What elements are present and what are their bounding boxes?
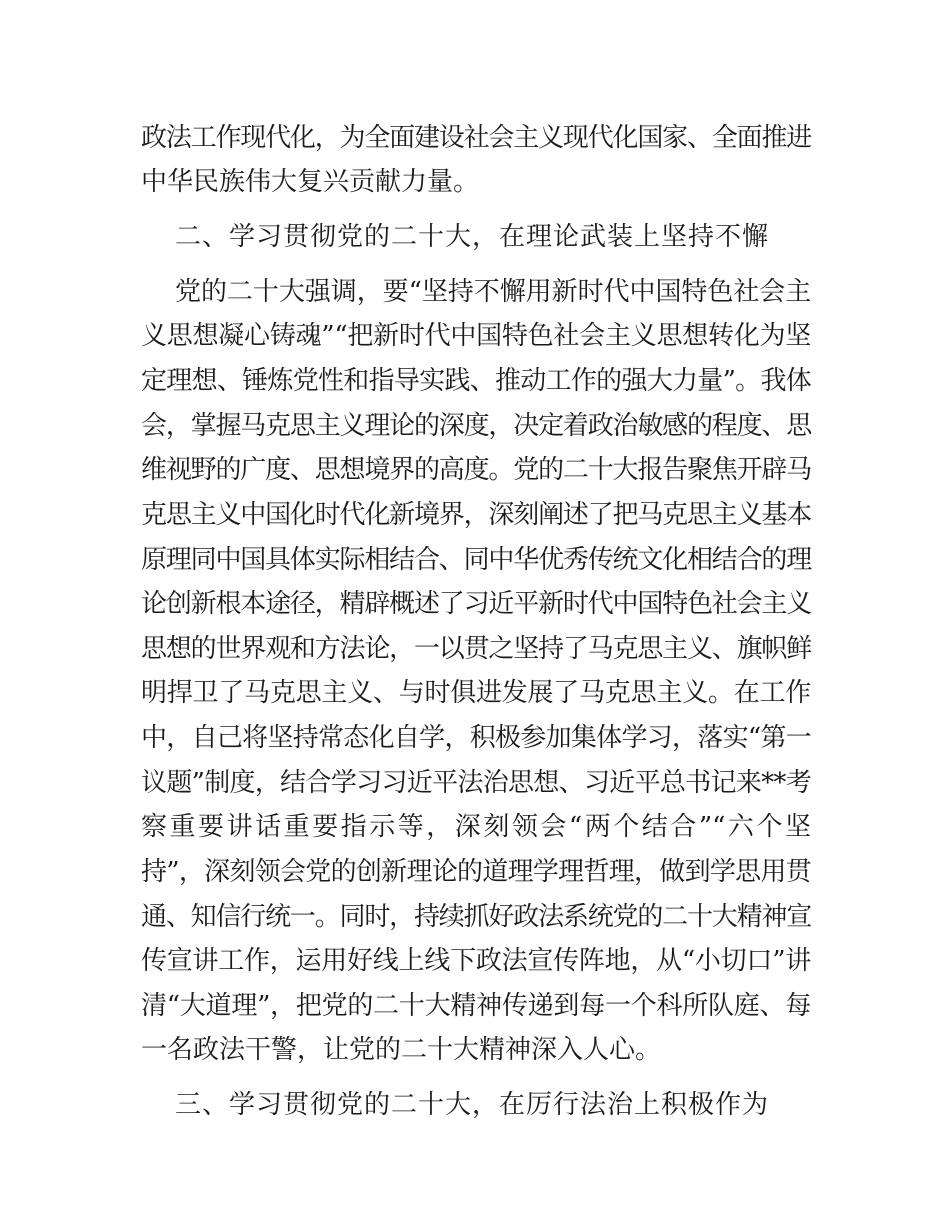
paragraph-line: 传宣讲工作，运用好线上线下政法宣传阵地，从“小切口”讲 — [141, 946, 811, 976]
paragraph-line: 持”，深刻领会党的创新理论的道理学理哲理，做到学思用贯 — [141, 857, 811, 887]
paragraph-line: 察重要讲话重要指示等，深刻领会“两个结合”“六个坚 — [141, 812, 811, 842]
section-heading: 二、学习贯彻党的二十大，在理论武装上坚持不懈 — [175, 222, 770, 252]
section-heading: 三、学习贯彻党的二十大，在厉行法治上积极作为 — [175, 1090, 770, 1120]
paragraph-line: 论创新根本途径，精辟概述了习近平新时代中国特色社会主义 — [141, 589, 811, 619]
paragraph-line: 原理同中国具体实际相结合、同中华优秀传统文化相结合的理 — [141, 545, 811, 575]
paragraph-line: 中华民族伟大复兴贡献力量。 — [141, 167, 480, 197]
paragraph-line: 清“大道理”，把党的二十大精神传递到每一个科所队庭、每 — [141, 991, 811, 1021]
paragraph-line: 思想的世界观和方法论，一以贯之坚持了马克思主义、旗帜鲜 — [141, 634, 811, 664]
paragraph-line: 克思主义中国化时代化新境界，深刻阐述了把马克思主义基本 — [141, 500, 811, 530]
paragraph-line: 一名政法干警，让党的二十大精神深入人心。 — [141, 1035, 662, 1065]
paragraph-line: 议题”制度，结合学习习近平法治思想、习近平总书记来**考 — [141, 768, 811, 798]
paragraph-line: 政法工作现代化，为全面建设社会主义现代化国家、全面推进 — [141, 123, 811, 153]
paragraph-line: 定理想、锤炼党性和指导实践、推动工作的强大力量”。我体 — [141, 366, 811, 396]
paragraph-line: 会，掌握马克思主义理论的深度，决定着政治敏感的程度、思 — [141, 411, 811, 441]
paragraph-line: 明捍卫了马克思主义、与时俱进发展了马克思主义。在工作 — [141, 678, 811, 708]
paragraph-line: 通、知信行统一。同时，持续抓好政法系统党的二十大精神宣 — [141, 902, 811, 932]
paragraph-line: 维视野的广度、思想境界的高度。党的二十大报告聚焦开辟马 — [141, 455, 811, 485]
paragraph-line: 义思想凝心铸魂”“把新时代中国特色社会主义思想转化为坚 — [141, 321, 811, 351]
paragraph-line: 中，自己将坚持常态化自学，积极参加集体学习，落实“第一 — [141, 723, 811, 753]
paragraph-line: 党的二十大强调，要“坚持不懈用新时代中国特色社会主 — [175, 277, 811, 307]
